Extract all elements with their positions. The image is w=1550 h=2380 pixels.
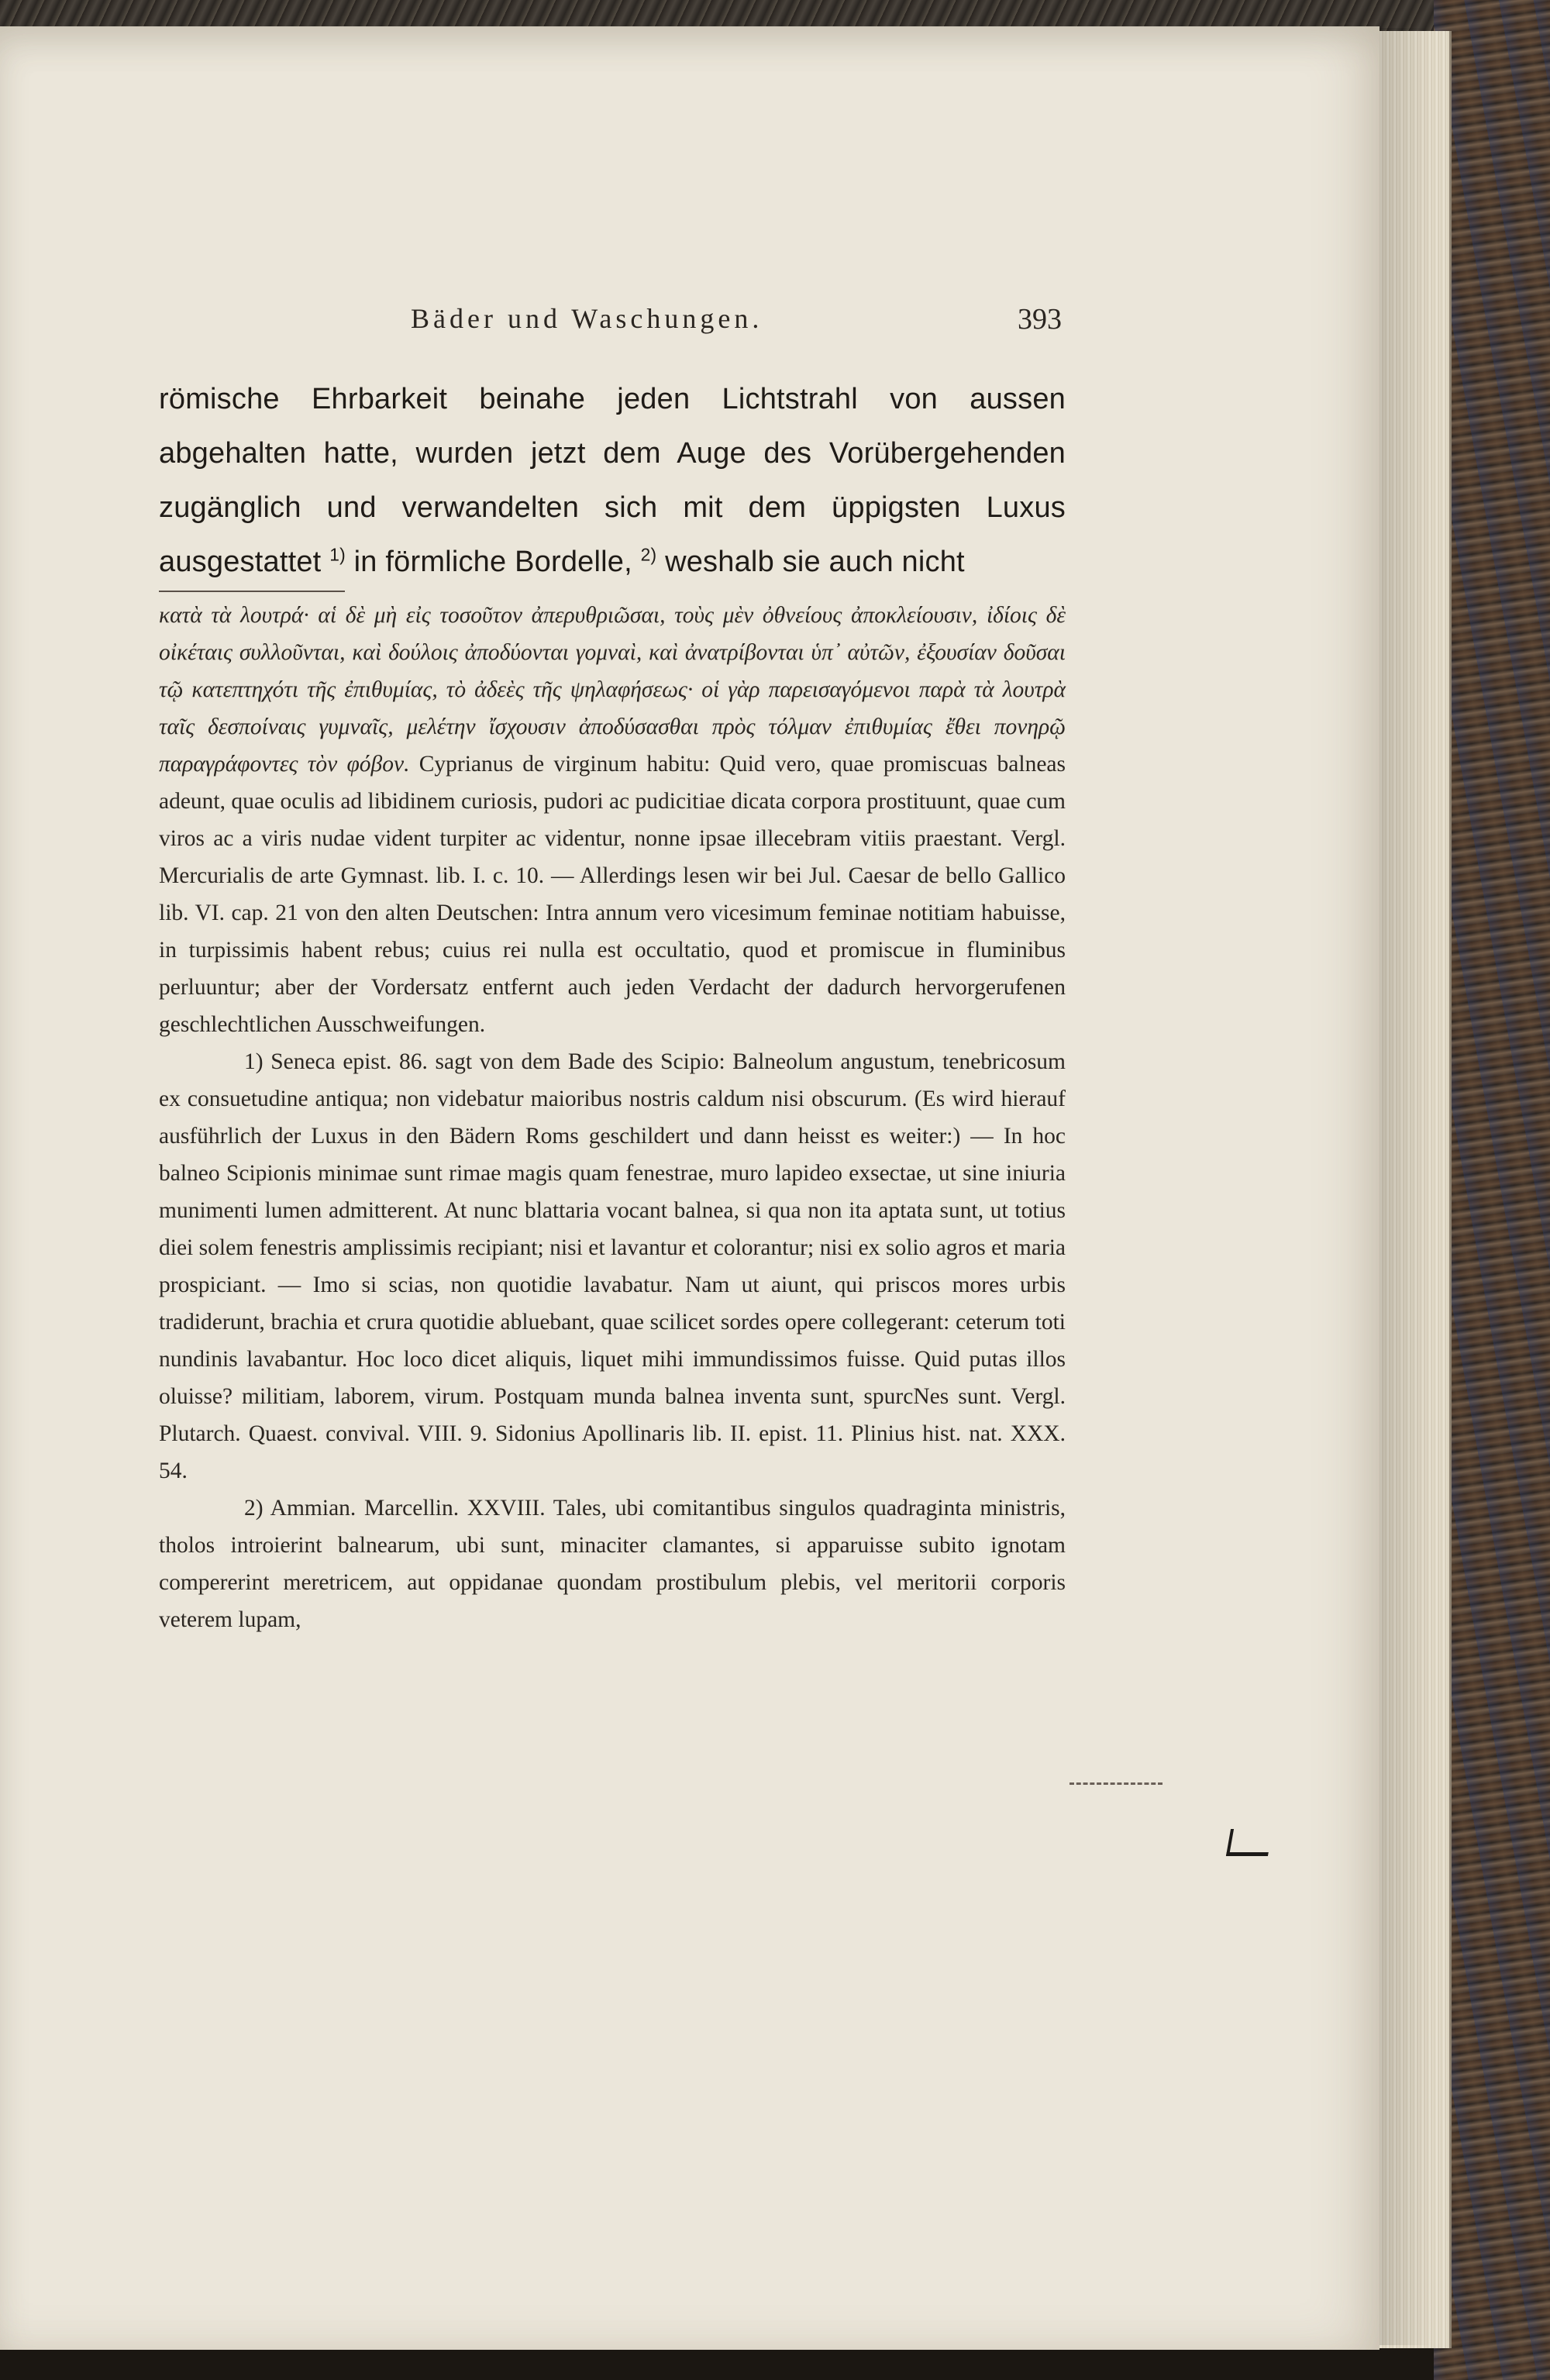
main-text-part-1: römische Ehrbarkeit beinahe jeden Lichtstrahl von aussen abgehalten hatte, wurden jetzt dem Auge des Vorübergehenden zugänglich und verwandelten sich mit dem üppigsten Luxus ausgestattet <box>159 383 1066 578</box>
page-header <box>155 302 1062 341</box>
footnote-2: 2) Ammian. Marcellin. XXVIII. Tales, ubi comitantibus singulos quadraginta ministris, tholos introierint balnearum, ubi sunt, minaciter clamantes, si apparuisse subito ignotam compererint meretricem, aut oppidanae quondam prostibulum plebis, vel meritorii corporis veterem lupam, <box>159 1496 1066 1632</box>
greek-quotation: κατὰ τὰ λουτρά· αἱ δὲ μὴ εἰς τοσοῦτον ἀπερυθριῶσαι, τοὺς μὲν ὀθνείους ἀποκλείουσιν, ἰδίοις δὲ οἰκέταις συλλοῦνται, καὶ δούλοις ἀποδύονται γομναὶ, καὶ ἀνατρίβονται ὑπ᾽ αὐτῶν, ἐξουσίαν δοῦσαι τῷ κατεπτηχότι τῆς ἐπιθυμίας, τὸ ἀδεὲς τῆς ψηλαφήσεως· οἱ γὰρ παρεισαγόμενοι παρὰ τὰ λουτρὰ ταῖς δεσποίναις γυμναῖς, μελέτην ἴσχουσιν ἀποδύσασθαι πρὸς τόλμαν ἐπιθυμίας ἔθει πονηρῷ παραγράφοντες τὸν φόβον. <box>159 603 1066 777</box>
footnotes <box>159 597 1066 1638</box>
pencil-dash-mark <box>1070 1782 1162 1785</box>
main-text-part-2: in förmliche Bordelle, <box>353 546 632 578</box>
footnote-1: 1) Seneca epist. 86. sagt von dem Bade des Scipio: Balneolum angustum, tenebricosum ex consuetudine antiqua; non videbatur maioribus nostris caldum nisi obscurum. (Es wird hierauf ausführlich der Luxus in den Bädern Roms geschildert und dann heisst es weiter:) — In hoc balneo Scipionis minimae sunt rimae magis quam fenestrae, muro lapideo exsectae, ut sine iniuria munimenti lumen admitterent. At nunc blattaria vocant balnea, si qua non ita aptata sunt, ut totius diei solem fenestris amplissimis recipiant; nisi et lavantur et colorantur; nisi ex solio agros et maria prospiciant. — Imo si scias, non quotidie lavabatur. Nam ut aiunt, qui priscos mores urbis tradiderunt, brachia et crura quotidie abluebant, quae scilicet sordes opere collegerant: ceterum toti nundinis lavabantur. Hoc loco dicet aliquis, liquet mihi immundissimos fuisse. Quid putas illos oluisse? militiam, laborem, virum. Postquam munda balnea inventa sunt, spurcNes sunt. Vergl. Plutarch. Quaest. convival. VIII. 9. Sidonius Apollinaris lib. II. epist. 11. Plinius hist. nat. XXX. 54. <box>159 1049 1066 1483</box>
page-number: 393 <box>1018 303 1062 336</box>
latin-continuation: Cyprianus de virginum habitu: Quid vero, quae promiscuas balneas adeunt, quae oculis ad libidinem curiosis, pudori ac pudicitiae dicata corpora prostituunt, quae cum viros ac a viris nudae vident turpiter ac videntur, nonne ipsae illecebram vitiis praestant. Vergl. Mercurialis de arte Gymnast. lib. I. c. 10. — Allerdings lesen wir bei Jul. Caesar de bello Gallico lib. VI. cap. 21 von den alten Deutschen: Intra annum vero vicesimum feminae notitiam habuisse, in turpissimis habent rebus; cuius rei nulla est occultatio, quod et promiscue in fluminibus perluuntur; aber der Vordersatz entfernt auch jeden Verdacht der dadurch hervorgerufenen geschlechtlichen Ausschweifungen. <box>159 752 1066 1037</box>
footnote-ref-2: 2) <box>640 544 657 565</box>
main-text-part-3: weshalb sie auch nicht <box>665 546 965 578</box>
main-text <box>159 372 1066 589</box>
footnote-rule <box>159 591 345 592</box>
footnote-continuation <box>159 597 1066 1043</box>
running-head: Bäder und Waschungen. <box>411 303 763 334</box>
footnote-ref-1: 1) <box>329 544 346 565</box>
ink-mark <box>1226 1829 1273 1856</box>
